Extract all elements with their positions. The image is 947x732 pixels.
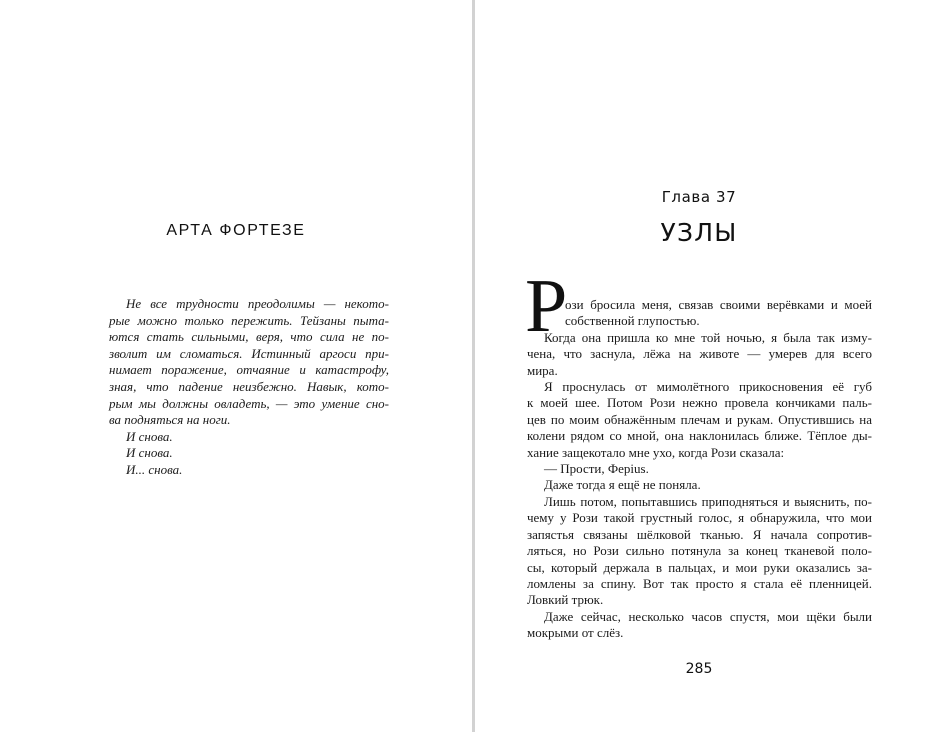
epigraph-line: нимает поражение, отчаяние и катастрофу, xyxy=(109,362,389,378)
body-line: ози бросила меня, связав своими верёвками и моей xyxy=(565,297,872,312)
body-line: ляться, но Рози сильно потянула за конец тканевой поло- xyxy=(527,543,872,559)
epigraph-line: зволит им сломаться. Истинный аргоси при- xyxy=(109,345,389,361)
body-line: цев по моим обнажённым плечам и рукам. Опустившись на xyxy=(527,411,872,427)
epigraph-line: И снова. xyxy=(126,428,173,444)
body-line: Ловкий трюк. xyxy=(527,592,604,608)
right-page xyxy=(475,0,947,732)
page-number: 285 xyxy=(685,661,713,677)
body-line: чена, что заснула, лёжа на животе — умерев для всего xyxy=(527,346,872,362)
body-line: — Прости, Ферius. xyxy=(544,461,649,477)
epigraph-line: ются стать сильными, веря, что сила не по- xyxy=(109,329,389,345)
body-line: сы, который держала в пальцах, и мои руки оказались за- xyxy=(527,559,872,575)
left-page xyxy=(0,0,472,732)
epigraph-line: рые можно только пережить. Тейзаны пыта- xyxy=(109,312,389,328)
body-line: мокрыми от слёз. xyxy=(527,625,624,641)
body-line: чему у Рози такой грустный голос, я обнаружила, что мои xyxy=(527,510,872,526)
epigraph xyxy=(109,296,389,479)
epigraph-line: Не все трудности преодолимы — некото- xyxy=(126,296,389,311)
body-line: ломлены за спину. Вот так просто я стала её пленницей. xyxy=(527,575,872,591)
body-line: собственной глупостью. xyxy=(565,313,700,329)
body-line: к моей шее. Потом Рози нежно провела кончиками паль- xyxy=(527,395,872,411)
epigraph-line: И снова. xyxy=(126,445,173,461)
chapter-label: Глава 37 xyxy=(661,188,737,206)
chapter-body xyxy=(527,297,872,642)
body-line: Лишь потом, попытавшись приподняться и выяснить, по- xyxy=(544,493,872,509)
body-line: Когда она пришла ко мне той ночью, я была так изму- xyxy=(544,329,872,345)
chapter-title: УЗЛЫ xyxy=(660,218,738,247)
drop-cap: Р xyxy=(525,264,568,348)
body-line: хание защекотало мне ухо, когда Рози сказала: xyxy=(527,444,785,460)
epigraph-line: ва подняться на ноги. xyxy=(109,412,231,428)
epigraph-line: зная, что падение неизбежно. Навык, кото- xyxy=(109,378,389,394)
epigraph-line: И... снова. xyxy=(126,461,183,477)
running-head-author: АРТА ФОРТЕЗЕ xyxy=(166,222,306,239)
body-line: запястья связаны шёлковой тканью. Я начала сопротив- xyxy=(527,526,872,542)
body-line: Я проснулась от мимолётного прикосновения её губ xyxy=(544,379,872,395)
body-line: Даже сейчас, несколько часов спустя, мои щёки были xyxy=(544,608,872,624)
body-line: колени рядом со мной, она наклонилась ближе. Тёплое ды- xyxy=(527,428,872,444)
body-line: мира. xyxy=(527,362,558,378)
body-line: Даже тогда я ещё не поняла. xyxy=(544,477,701,493)
epigraph-line: рым мы должны овладеть, — это умение сно- xyxy=(109,395,389,411)
